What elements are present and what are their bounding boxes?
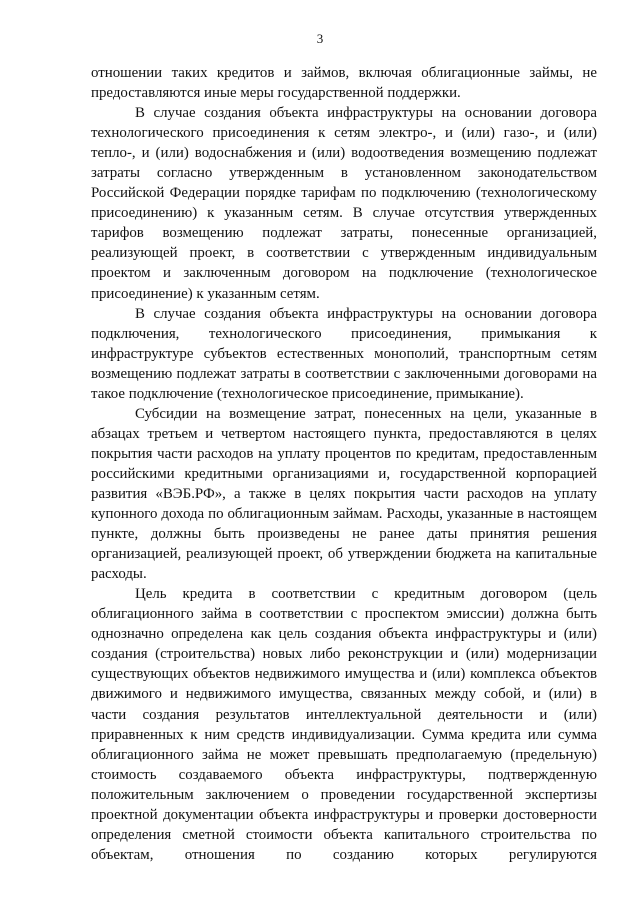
document-body [91,63,597,865]
paragraph-subsidies: Субсидии на возмещение затрат, понесенных на цели, указанные в абзацах третьем и четвертом настоящего пункта, предоставляются в целях покрытия части расходов на уплату процентов по кредитам, предоставленным российскими кредитными организациями и, государственной корпорацией развития «ВЭБ.РФ», а также в целях покрытия части расходов на уплату купонного дохода по облигационным займам. Расходы, указанные в настоящем пункте, должны быть произведены не ранее даты принятия решения организацией, реализующей проект, об утверждении бюджета на капитальные расходы. [91,405,597,583]
paragraph-continuation: отношении таких кредитов и займов, включая облигационные займы, не предоставляются иные меры государственной поддержки. [91,65,597,102]
paragraph-credit-purpose: Цель кредита в соответствии с кредитным договором (цель облигационного займа в соответствии с проспектом эмиссии) должна быть однозначно определена как цель создания объекта инфраструктуры и (или) создания (строительства) новых либо реконструкции и (или) модернизации существующих объектов недвижимого имущества и (или) комплекса объектов движимого и недвижимого имущества, связанных между собой, и (или) в части создания результатов интеллектуальной деятельности и (или) приравненных к ним средств индивидуализации. Сумма кредита или сумма облигационного займа не может превышать предполагаемую (предельную) стоимость создаваемого объекта инфраструктуры, подтвержденную положительным заключением о проведении государственной экспертизы проектной документации объекта инфраструктуры и проверки достоверности определения сметной стоимости объекта капитального строительства по объектам, отношения по созданию которых регулируются [91,586,597,863]
paragraph-technological-connection: В случае создания объекта инфраструктуры на основании договора технологического присоединения к сетям электро-, и (или) газо-, и (или) тепло-, и (или) водоснабжения и (или) водоотведения возмещению подлежат затраты согласно утвержденным в установленном законодательством Российской Федерации порядке тарифам по подключению (технологическому присоединению) к указанным сетям. В случае отсутствия утвержденных тарифов возмещению подлежат затраты, понесенные организацией, реализующей проект, в соответствии с утвержденным индивидуальным проектом и заключенным договором на подключение (технологическое присоединение) к указанным сетям. [91,105,597,302]
paragraph-connection-agreement: В случае создания объекта инфраструктуры на основании договора подключения, технологического присоединения, примыкания к инфраструктуре субъектов естественных монополий, транспортным сетям возмещению подлежат затраты в соответствии с заключенными договорами на такое подключение (технологическое присоединение, примыкание). [91,305,597,402]
page-number: 3 [316,31,324,46]
